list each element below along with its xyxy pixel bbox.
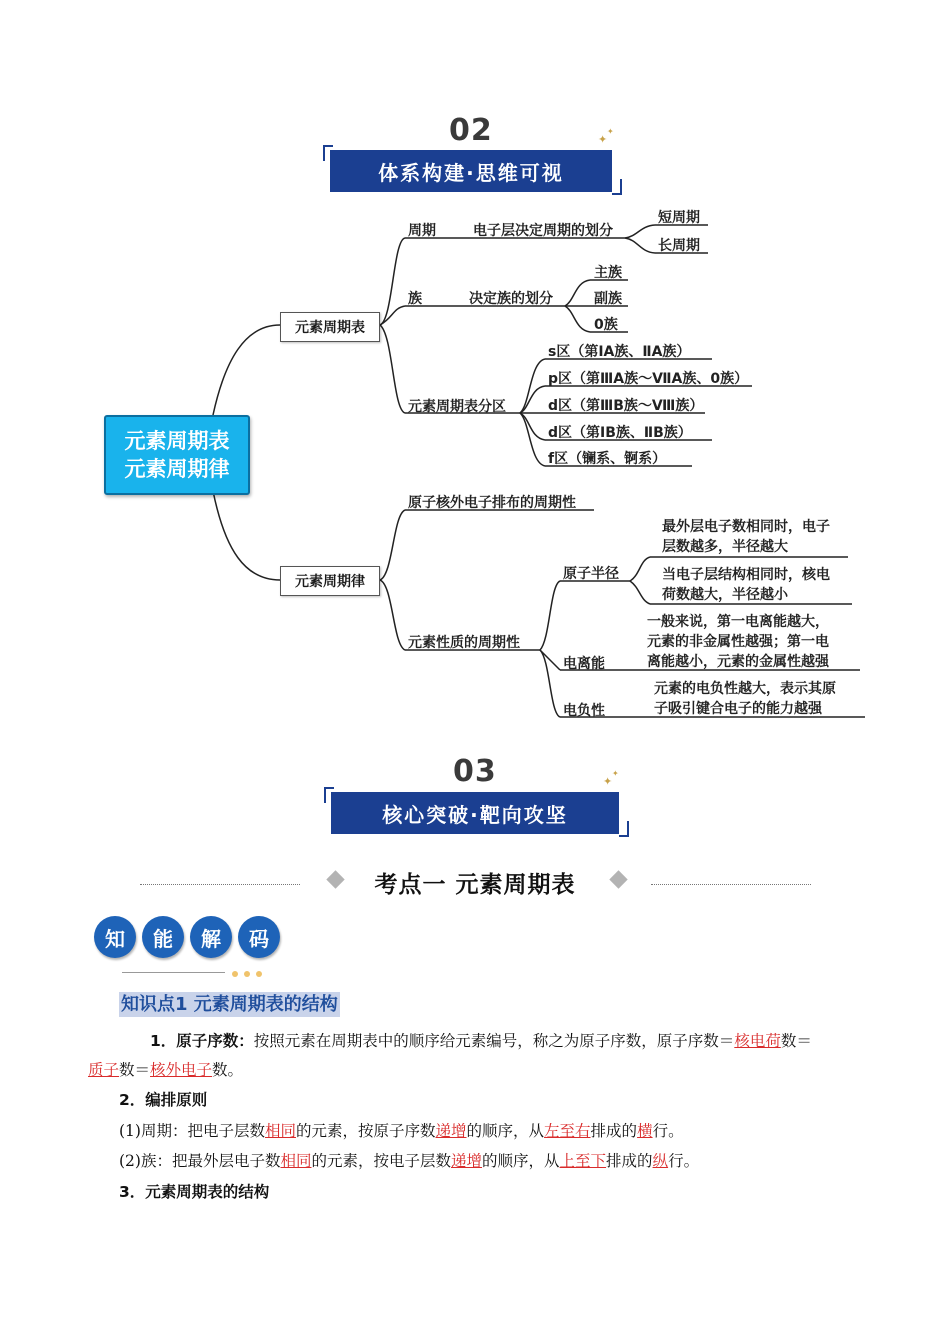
para-text: 的顺序，从 [466,1122,545,1140]
node-block: d区（第ⅠB族、ⅡB族） [548,425,692,441]
answer: 核外电子 [150,1061,213,1079]
para-text: 排成的 [606,1152,653,1170]
para-text: 的元素，按原子序数 [295,1122,436,1140]
section-banner: 体系构建·思维可视 [330,150,612,192]
rule-line: 子吸引键合电子的能力越强 [654,701,822,717]
zhineng-badge: 能 [142,916,184,958]
answer: 上至下 [559,1152,607,1170]
root-line: 元素周期律 [124,457,230,481]
answer: 相同 [264,1122,296,1140]
para-text: 按照元素在周期表中的顺序给元素编号，称之为原子序数，原子序数＝ [253,1032,735,1050]
rule-line: 离能越小，元素的金属性越强 [647,654,829,670]
node-period: 周期 [408,223,436,239]
para-text: 行。 [652,1122,684,1140]
section-banner: 核心突破·靶向攻坚 [331,792,619,834]
para-text: 的顺序，从 [482,1152,560,1170]
node-block: d区（第ⅢB族～Ⅷ族） [548,398,704,414]
para-head: 3．元素周期表的结构 [119,1183,270,1201]
node-group: 族 [408,291,422,307]
answer: 核电荷 [734,1032,781,1050]
rule-line: 一般来说，第一电离能越大， [647,614,829,630]
zhineng-badge: 解 [190,916,232,958]
node-group-division: 决定族的划分 [469,291,553,307]
paragraph [150,1031,812,1051]
para-head: 2．编排原则 [119,1091,208,1109]
node-periodic-law: 元素周期律 [280,566,380,596]
paragraph [119,1121,684,1141]
node-electron-periodicity: 原子核外电子排布的周期性 [408,495,576,511]
para-text: 行。 [668,1152,700,1170]
para-text: (2)族：把最外层电子数 [119,1152,281,1170]
rule-line: 最外层电子数相同时，电子 [662,519,830,535]
section-number: 03 [453,754,497,789]
exam-point-title: 考点一 元素周期表 [374,872,576,898]
rule-line: 层数越多，半径越大 [662,539,788,555]
node-long-period: 长周期 [658,238,700,254]
para-text: 数。 [212,1061,244,1079]
sparkle-icon: ✦ [612,769,619,778]
node-blocks: 元素周期表分区 [408,399,506,415]
section-number: 02 [449,113,493,148]
para-text: 的元素，按电子层数 [311,1152,451,1170]
node-block: f区（镧系、锕系） [548,451,667,467]
node-radius-rule [662,517,830,557]
para-text: (1)周期：把电子层数 [119,1122,265,1140]
node-main-group: 主族 [594,265,622,281]
node-radius-rule [662,565,830,605]
para-head: 1．原子序数： [150,1032,254,1050]
node-period-division: 电子层决定周期的划分 [473,223,613,239]
divider [651,884,811,885]
root-line: 元素周期表 [124,429,230,453]
node-electroneg-rule [654,679,836,719]
paragraph [119,1151,699,1171]
answer: 横 [637,1122,653,1140]
node-sub-group: 副族 [594,291,622,307]
node-block: p区（第ⅢA族～ⅦA族、0族） [548,371,749,387]
sparkle-icon: ✦ [607,127,614,136]
answer: 质子 [88,1061,120,1079]
node-block: s区（第ⅠA族、ⅡA族） [548,344,691,360]
node-short-period: 短周期 [658,210,700,226]
para-text: 排成的 [590,1122,638,1140]
sparkle-icon: ✦ [603,775,613,788]
dots-decoration [232,971,262,977]
paragraph [88,1060,243,1080]
rule-line: 荷数越大，半径越小 [662,587,788,603]
para-text: 数＝ [780,1032,812,1050]
rule-line: 当电子层结构相同时，核电 [662,567,830,583]
answer: 纵 [652,1152,669,1170]
node-zero-group: 0族 [594,317,618,333]
node-periodic-table: 元素周期表 [280,312,380,342]
zhineng-badge: 知 [94,916,136,958]
answer: 递增 [451,1152,483,1170]
node-property-periodicity: 元素性质的周期性 [408,635,520,651]
para-text: 数＝ [119,1061,151,1079]
paragraph [119,1182,269,1202]
rule-line: 元素的电负性越大，表示其原 [654,681,836,697]
rule-line: 元素的非金属性越强；第一电 [647,634,829,650]
node-atomic-radius: 原子半径 [563,566,619,582]
zhineng-badge: 码 [238,916,280,958]
answer: 左至右 [544,1122,591,1140]
node-ionization: 电离能 [563,656,605,672]
answer: 相同 [280,1152,312,1170]
node-electronegativity: 电负性 [563,703,605,719]
banner-bracket [619,821,629,837]
divider [122,972,225,973]
sparkle-icon: ✦ [598,133,608,146]
knowledge-title: 知识点1 元素周期表的结构 [121,994,338,1015]
mindmap-root [104,415,250,495]
paragraph [119,1090,207,1110]
answer: 递增 [435,1122,467,1140]
node-ionization-rule [647,612,829,672]
